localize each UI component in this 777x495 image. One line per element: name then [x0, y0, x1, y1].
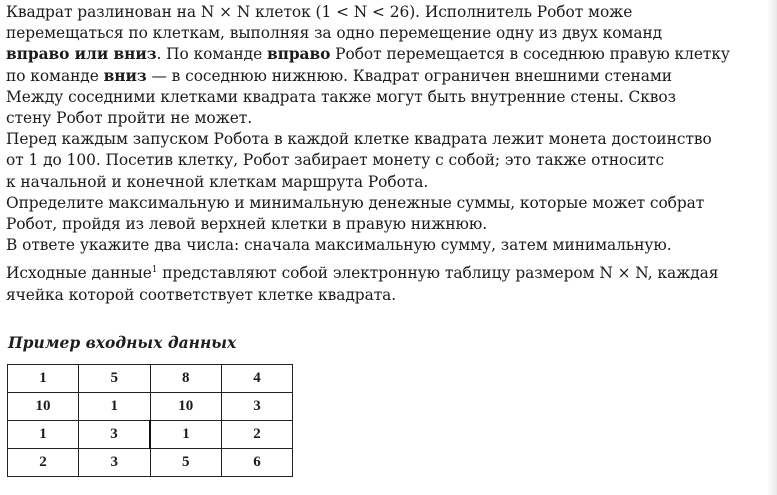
table-cell: 5: [150, 449, 222, 477]
table-row: [8, 365, 293, 393]
text-line: [6, 150, 770, 171]
task-text: [6, 2, 770, 306]
table-row: [8, 449, 293, 477]
table-cell: 3: [222, 393, 293, 421]
text-run: стену Робот пройти не может.: [6, 109, 253, 128]
text-run: Квадрат разлинован на: [6, 3, 201, 21]
text-run: N × N: [200, 3, 251, 21]
table-cell: 6: [222, 449, 293, 477]
table-cell: 5: [79, 365, 151, 393]
text-line: [6, 23, 770, 44]
table-row: [8, 393, 293, 421]
text-run: вправо или вниз: [6, 45, 157, 64]
text-run: ячейка которой соответствует клетке квадрата.: [6, 285, 397, 304]
text-line: [6, 87, 770, 108]
table-cell: 4: [222, 365, 293, 393]
text-run: к начальной и конечной клеткам маршрута Робота.: [6, 172, 429, 191]
text-line: [6, 66, 770, 87]
text-line: [6, 193, 770, 214]
table-cell: 10: [150, 393, 222, 421]
text-line: [6, 235, 770, 256]
text-run: < 26). Исполнитель Робот може: [367, 3, 633, 21]
table-cell: 10: [8, 393, 79, 421]
text-run: 1: [151, 265, 158, 276]
table-cell: 2: [8, 449, 79, 477]
text-line: [6, 285, 770, 306]
text-run: N × N: [599, 264, 648, 283]
page-edge-shadow: [767, 0, 777, 495]
text-line: [6, 129, 770, 150]
text-run: Робот, пройдя из левой верхней клетки в правую нижнюю.: [6, 215, 488, 234]
text-run: — в соседнюю нижнюю. Квадрат ограничен внешними стенами: [146, 66, 672, 85]
text-line: [6, 260, 770, 284]
text-run: Между соседними клетками квадрата также могут быть внутренние стены. Сквоз: [6, 87, 676, 106]
text-line: [6, 44, 770, 65]
text-run: вниз: [103, 66, 147, 85]
text-run: от 1 до 100. Посетив клетку, Робот забирает монету с собой; это также относитс: [6, 151, 665, 170]
text-run: представляют собой электронную таблицу размером: [157, 264, 600, 283]
table-cell: 8: [150, 365, 222, 393]
text-run: клеток (1 <: [250, 3, 354, 21]
text-run: N: [353, 3, 368, 21]
text-run: В ответе укажите два числа: сначала максимальную сумму, затем минимальную.: [6, 236, 672, 255]
text-run: Перед каждым запуском Робота в каждой клетке квадрата лежит монета достоинство: [6, 130, 712, 149]
text-line: [6, 108, 770, 129]
example-grid: [7, 364, 293, 477]
text-run: , каждая: [647, 264, 719, 283]
text-run: Определите максимальную и минимальную денежные суммы, которые может собрат: [6, 193, 705, 212]
example-title: Пример входных данных: [8, 333, 237, 352]
table-cell: 1: [79, 393, 151, 421]
table-cell: 3: [79, 449, 151, 477]
table-cell: 1: [8, 365, 79, 393]
text-run: Робот перемещается в соседнюю правую клетку: [330, 45, 730, 64]
text-line: [6, 214, 770, 235]
text-line: [6, 2, 770, 23]
text-run: по команде: [6, 66, 104, 85]
text-run: . По команде: [156, 45, 267, 64]
text-line: [6, 172, 770, 193]
table-cell: 1: [8, 421, 79, 449]
table-row: [8, 421, 293, 449]
table-cell: 3: [79, 421, 151, 449]
text-run: вправо: [266, 45, 331, 64]
text-run: перемещаться по клеткам, выполняя за одно перемещение одну из двух команд: [6, 24, 663, 43]
table-cell: 1: [150, 421, 222, 449]
table-cell: 2: [222, 421, 293, 449]
text-run: Исходные данные: [6, 264, 152, 283]
